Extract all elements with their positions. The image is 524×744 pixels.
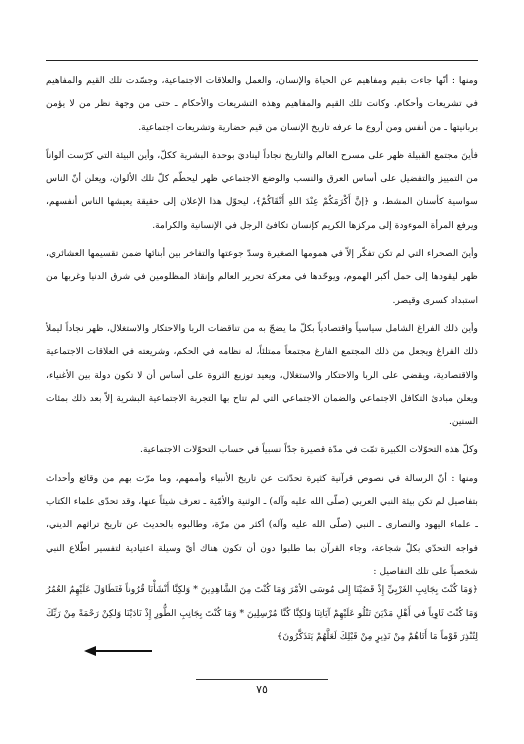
footer-rule — [196, 679, 328, 680]
paragraph-2: فأينَ مجتمع القبيلة ظهر على مسرح العالم والتاريخ نجاداً ليناديَ بوحدة البشرية ككلّ، وأين البيئة التي كرّست ألواناً من التمييز والتفضيل على أساس العرق والنسب والوضع الاجتماعي ظهر ليحطّم كلّ تلك الألوان، ويعلن أنّ الناس سواسية كأسنان المشط، و ﴿إنَّ أَكْرَمَكُمْ عِنْدَ اللهِ أَتْقَاكُمْ﴾، ليحوّل هذا الإعلان إلى حقيقة يعيشها الناس أنفسهم، ويرفع المرأة الموءودة إلى مركزها الكريم كإنسان تكافئ الرجل في الإنسانية والكرامة. — [46, 149, 478, 231]
paragraph-4: وأين ذلك الفراغ الشامل سياسياً واقتصادياً بكلّ ما يضجّ به من تناقضات الربا والاحتكار والاستغلال، ظهر نجاداً ليملأ ذلك الفراغ ويجعل من ذلك المجتمع الفارغ مجتمعاً ممتلئاً، له نظامه في الحكم، وشريعته في العلاقات الاجتماعية والاقتصادية، ويقضي على الربا والاحتكار والاستغلال، ويعيد توزيع الثروة على أساس أن لا تكون دولة بين الأغنياء، ويعلن مبادئ التكافل الاجتماعي والضمان الاجتماعي التي لم تتاح بها التجربة الاجتماعية البشرية إلاّ بعد ذلك بمئات السنين. — [46, 322, 478, 428]
paragraph-3: وأينَ الصحراء التي لم تكن تفكّر إلاّ في همومها الصغيرة وسدّ جوعتها والتفاخر بين أبنائها ضمن تقسيمها العشائري، ظهر ليقودها إلى حمل أكبر الهموم، ويوحّدها في معركة تحرير العالم وإنقاذ المظلومين في شرق الدنيا وغربها من استبداد كسرى وقيصر. — [46, 248, 478, 306]
paragraph-1: ومنها : أنّها جاءت بقيم ومفاهيم عن الحياة والإنسان، والعمل والعلاقات الاجتماعية، وجسّدت تلك القيم والمفاهيم في تشريعات وأحكام. وكانت تلك القيم والمفاهيم وهذه التشريعات والأحكام ـ حتى من وجهة نظر من لا يؤمن بربانيتها ـ من أنفس ومن أروع ما عرفه تاريخ الإنسان من قيم حضارية وتشريعات اجتماعية. — [46, 75, 478, 133]
paragraph-6: ومنها : أنّ الرسالة في نصوص قرآنية كثيرة تحدّثت عن تاريخ الأنبياء وأممهم، وما مرّت بهم من وقائع وأحداث بتفاصيل لم تكن بيئة النبي العربي (صلّى الله عليه وآله) ـ الوثنية والأمّية ـ تعرف شيئاً عنها، وقد تحدّى علماء الكتاب ـ علماء اليهود والنصارى ـ النبي (صلّى الله عليه وآله) أكثر من مرّة، وطالبوه بالحديث عن تاريخ تراثهم الديني، فواجه التحدّي بكلّ شجاعة، وجاء القرآن بما طلبوا دون أن تكون هناك أيّ وسيلة اعتيادية لتفسير اطّلاع النبي شخصياً على تلك التفاصيل : — [46, 472, 478, 577]
paragraph-5: وكلّ هذه التحوّلات الكبيرة تمّت في مدّة قصيرة جدّاً نسبياً في حساب التحوّلات الاجتماعية. — [140, 444, 478, 456]
page-body — [46, 69, 478, 588]
page-number: ٧٥ — [256, 683, 268, 696]
quran-quote: ﴿وَمَا كُنْتَ بِجَانِبِ الغَرْبِيِّ إِذْ قَضَيْنَا إِلى مُوسَى الأمْرَ وَمَا كُنْتَ مِنَ الشَّاهِدِينَ * وَلكِنَّا أَنْشَأْنَا قُرُوناً فَتَطَاوَلَ عَلَيْهِمُ العُمُرُ وَمَا كُنْتَ ثَاوِياً في أَهْلِ مَدْيَنَ تَتْلُو عَلَيْهِمْ آيَاتِنَا وَلكِنَّا كُنَّا مُرْسِلِينَ * وَمَا كُنْتَ بِجَانِبِ الطُّورِ إِذْ نَادَيْنَا وَلكِنْ رَحْمَةً مِنْ رَبِّكَ لِتُنْذِرَ قَوْماً مَا أَتَاهُمْ مِنْ نَذِيرٍ مِنْ قَبْلِكَ لَعَلَّهُمْ يَتَذَكَّرُونَ﴾ — [46, 584, 478, 642]
left-arrow-icon — [84, 645, 154, 657]
header-rule — [46, 60, 478, 61]
